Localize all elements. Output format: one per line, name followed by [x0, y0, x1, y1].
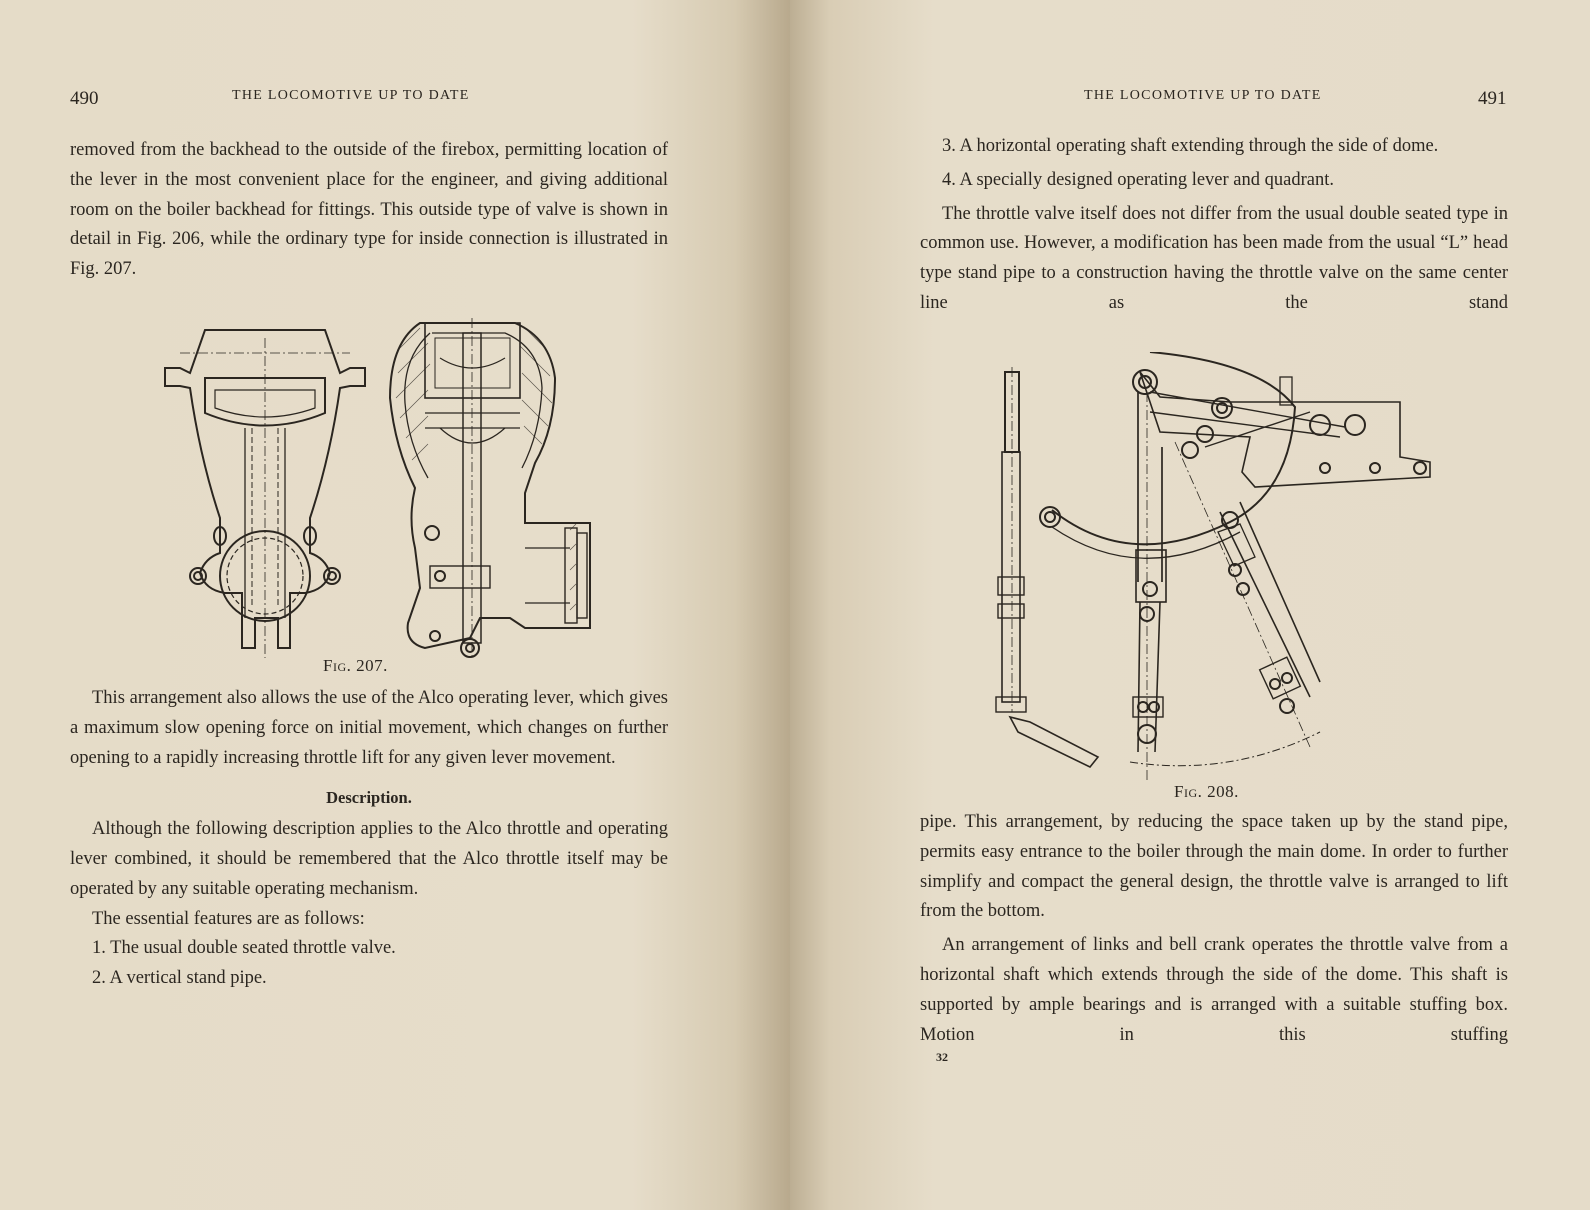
left-list-item-2: 2. A vertical stand pipe.: [92, 968, 267, 989]
right-page: [790, 0, 1590, 1210]
fig207-section-outline: [390, 323, 590, 648]
signature-mark: 32: [936, 1050, 948, 1064]
left-para-1-block: [70, 136, 668, 285]
left-lower-text: [70, 684, 668, 994]
figure-208-drawing: [990, 352, 1440, 792]
left-running-head: THE LOCOMOTIVE UP TO DATE: [232, 88, 470, 103]
right-list-item-3: 3. A horizontal operating shaft extending through the side of dome.: [942, 136, 1439, 156]
left-para-4: The essential features are as follows:: [92, 908, 365, 929]
fig208-quadrant: [1052, 352, 1295, 544]
right-page-number: 491: [1478, 88, 1507, 109]
left-para-3: Although the following description applies to the Alco throttle and operating lever combined, it should be remembered that the Alco throttle itself may be operated by any suitable operating mechanism.: [70, 819, 668, 899]
right-para-1: The throttle valve itself does not differ from the usual double seated type in common use. However, a modification has been made from the usual “L” head type stand pipe to a construction having the throttle valve on the same center line as the stand: [920, 203, 1508, 313]
left-page-number: 490: [70, 88, 99, 109]
right-para-2: pipe. This arrangement, by reducing the space taken up by the stand pipe, permits easy entrance to the boiler through the main dome. In order to further simplify and compact the general design, the throttle valve is arranged to lift from the bottom.: [920, 812, 1508, 922]
right-lower-text: [920, 808, 1508, 1050]
left-para-1: removed from the backhead to the outside of the firebox, permitting location of the lever in the most convenient place for the engineer, and giving additional room on the boiler backhead for fittings. This outside type of valve is shown in detail in Fig. 206, while the ordinary type for inside connection is illustrated in Fig. 207.: [70, 140, 668, 280]
right-running-head: THE LOCOMOTIVE UP TO DATE: [1084, 88, 1322, 103]
right-upper-text: [920, 132, 1508, 319]
figure-207-caption: Fig. 207.: [323, 656, 388, 675]
left-page: [0, 0, 790, 1210]
section-heading-description: Description.: [326, 788, 412, 808]
right-para-3: An arrangement of links and bell crank operates the throttle valve from a horizontal shaft which extends through the side of the dome. This shaft is supported by ample bearings and is arranged with a suitable stuffing box. Motion in this stuffing: [920, 935, 1508, 1045]
figure-207-drawing: [150, 318, 610, 668]
right-list-item-4: 4. A specially designed operating lever and quadrant.: [942, 169, 1334, 190]
fig208-diagonal-link: [1220, 502, 1320, 697]
left-list-item-1: 1. The usual double seated throttle valve.: [92, 938, 396, 959]
left-para-2: This arrangement also allows the use of the Alco operating lever, which gives a maximum slow opening force on initial movement, which changes on further opening to a rapidly increasing throttle lift for any given lever movement.: [70, 688, 668, 768]
figure-208-caption: Fig. 208.: [1174, 782, 1239, 801]
